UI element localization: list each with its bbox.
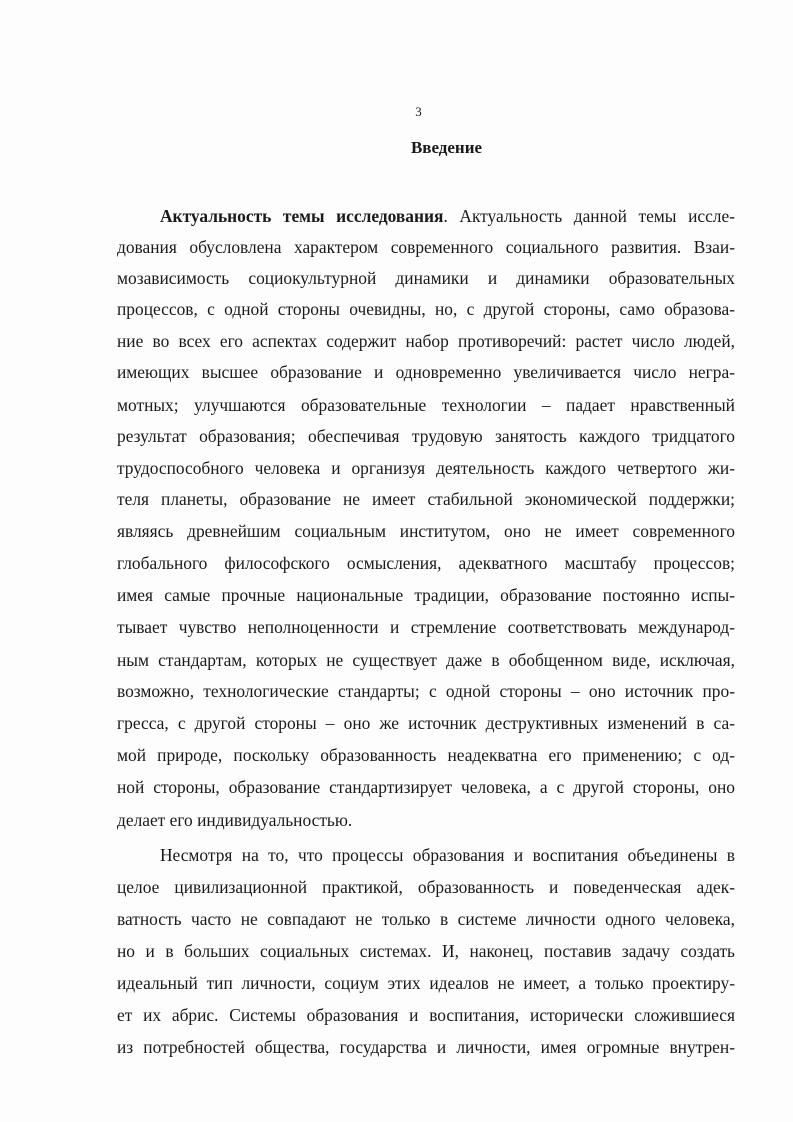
- page-title: Введение: [410, 138, 483, 157]
- text-line: имеющих высшее образование и одновременно увеличивается число негра-: [117, 362, 735, 382]
- text-line: ватность часто не совпадают не только в системе личности одного человека,: [117, 909, 735, 929]
- text-line: трудоспособного человека и организуя деятельность каждого четвертого жи-: [117, 458, 735, 478]
- text-line: мой природе, поскольку образованность неадекватна его применению; с од-: [117, 745, 735, 765]
- text-line: из потребностей общества, государства и личности, имея огромные внутрен-: [117, 1037, 735, 1057]
- text-line-rest: . Актуальность данной темы иссле-: [443, 206, 735, 226]
- text-line: ным стандартам, которых не существует даже в обобщенном виде, исключая,: [117, 650, 735, 670]
- text-line: ет их абрис. Системы образования и воспитания, исторически сложившиеся: [117, 1005, 735, 1025]
- text-line: ние во всех его аспектах содержит набор противоречий: растет число людей,: [117, 331, 735, 351]
- text-line: мотных; улучшаются образовательные технологии – падает нравственный: [117, 395, 735, 415]
- section-lead: Актуальность темы исследования: [160, 206, 444, 226]
- text-line: идеальный тип личности, социум этих идеалов не имеет, а только проектиру-: [117, 973, 735, 993]
- text-line: Несмотря на то, что процессы образования и воспитания объединены в: [160, 845, 735, 865]
- text-line: [160, 206, 735, 226]
- text-line: глобального философского осмысления, адекватного масштабу процессов;: [117, 553, 735, 573]
- text-line: делает его индивидуальностью.: [117, 810, 353, 830]
- text-line: но и в больших социальных системах. И, наконец, поставив задачу создать: [117, 941, 735, 961]
- text-line: являясь древнейшим социальным институтом, оно не имеет современного: [117, 521, 735, 541]
- page-number: 3: [415, 104, 422, 119]
- text-line: ной стороны, образование стандартизирует человека, а с другой стороны, оно: [117, 777, 735, 797]
- text-line: тывает чувство неполноценности и стремление соответствовать международ-: [117, 617, 735, 637]
- text-line: дования обусловлена характером современного социального развития. Взаи-: [117, 237, 735, 257]
- text-line: целое цивилизационной практикой, образованность и поведенческая адек-: [117, 877, 735, 897]
- text-line: мозависимость социокультурной динамики и динамики образовательных: [117, 268, 735, 288]
- text-line: процессов, с одной стороны очевидны, но, с другой стороны, само образова-: [117, 299, 735, 319]
- text-line: гресса, с другой стороны – оно же источник деструктивных изменений в са-: [117, 713, 735, 733]
- text-line: имея самые прочные национальные традиции, образование постоянно испы-: [117, 585, 735, 605]
- text-line: возможно, технологические стандарты; с одной стороны – оно источник про-: [117, 681, 735, 701]
- text-line: теля планеты, образование не имеет стабильной экономической поддержки;: [117, 489, 735, 509]
- text-line: результат образования; обеспечивая трудовую занятость каждого тридцатого: [117, 426, 735, 446]
